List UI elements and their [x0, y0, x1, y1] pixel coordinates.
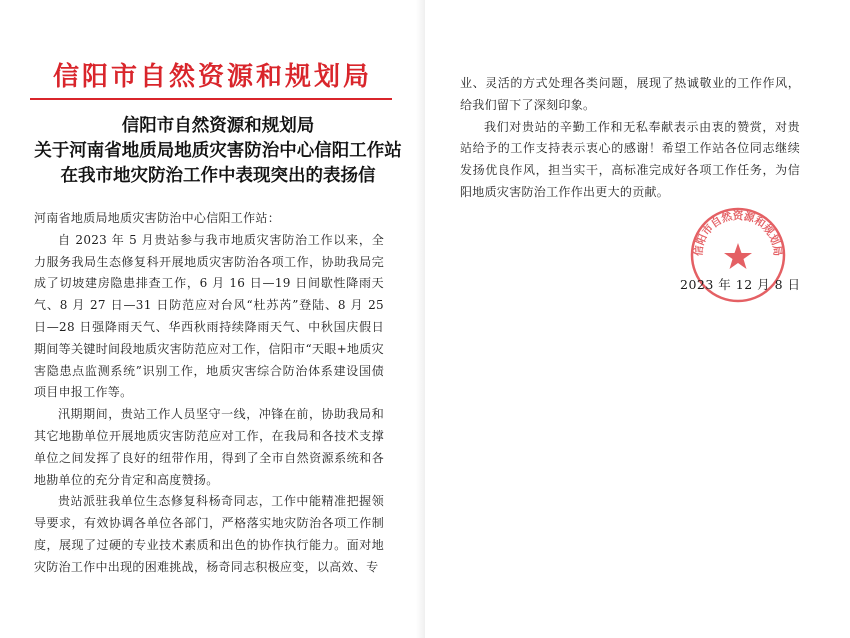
seal-text: 信阳市自然资源和规划局 — [692, 210, 784, 257]
letter-body-left — [34, 208, 384, 579]
document-title-line: 信阳市自然资源和规划局 — [121, 116, 315, 136]
letterhead-title: 信阳市自然资源和规划局 — [52, 62, 372, 92]
document-title-line: 关于河南省地质局地质灾害防治中心信阳工作站 — [34, 141, 402, 161]
salutation: 河南省地质局地质灾害防治中心信阳工作站： — [34, 211, 281, 225]
document-title-line: 在我市地灾防治工作中表现突出的表扬信 — [60, 166, 376, 186]
letterhead-divider — [30, 98, 392, 100]
letter-date: 2023 年 12 月 8 日 — [680, 277, 801, 292]
body-paragraph: 我们对贵站的辛勤工作和无私奉献表示由衷的赞赏，对贵站给予的工作支持表示衷心的感谢！希望工作站各位同志继续发扬优良作风，担当实干，高标准完成好各项工作任务，为信阳地质灾害防治工作作出更大的贡献。 — [460, 119, 800, 199]
document-title — [18, 114, 418, 189]
body-paragraph: 贵站派驻我单位生态修复科杨奇同志，工作中能精准把握领导要求，有效协调各单位各部门，严格落实地灾防治各项工作制度，展现了过硬的专业技术素质和出色的协作执行能力。面对地灾防治工作中出现的困难挑战，杨奇同志积极应变，以高效、专 — [34, 494, 384, 574]
body-paragraph-continuation: 业、灵活的方式处理各类问题，展现了热诚敬业的工作作风，给我们留下了深刻印象。 — [460, 76, 800, 112]
body-paragraph: 汛期期间，贵站工作人员坚守一线，冲锋在前，协助我局和其它地勘单位开展地质灾害防范应对工作，在我局和各技术支撑单位之间发挥了良好的纽带作用，得到了全市自然资源系统和各地勘单位的充分肯定和高度赞扬。 — [34, 407, 384, 487]
body-paragraph: 自 2023 年 5 月贵站参与我市地质灾害防治工作以来，全力服务我局生态修复科开展地质灾害防治各项工作，协助我局完成了切坡建房隐患排查工作，6 月 16 日—19 日间歇性降雨天气、8 月 27 日—31 日防范应对台风“杜苏芮”登陆、8 月 25 日—28 日强降雨天气、华西秋雨持续降雨天气、中秋国庆假日期间等关键时间段地质灾害防范应对工作，信阳市“天眼+地质灾害隐患点监测系统”识别工作，地质灾害综合防治体系建设国债项目申报工作等。 — [34, 232, 384, 400]
letter-body-right — [460, 73, 800, 204]
